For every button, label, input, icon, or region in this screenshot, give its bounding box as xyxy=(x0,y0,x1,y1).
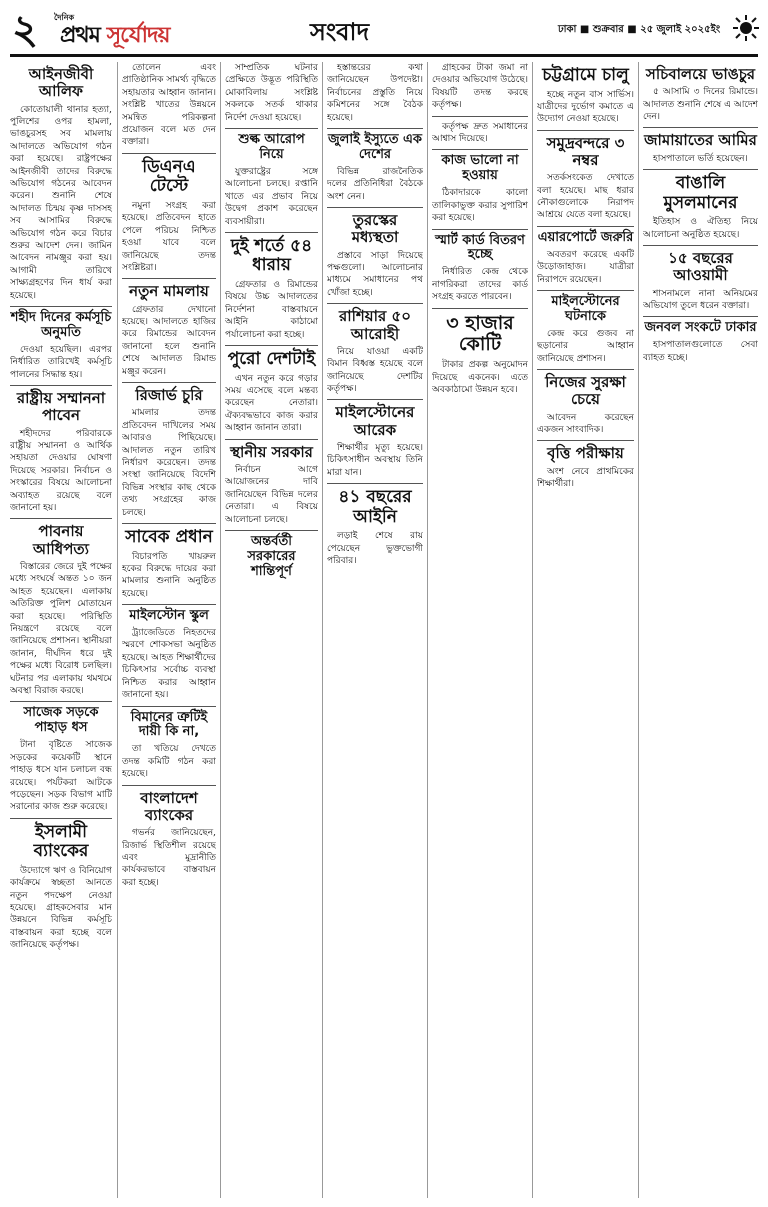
article-rule xyxy=(643,245,758,246)
column-divider xyxy=(220,62,221,1198)
headline: ইসলামী ব্যাংকের xyxy=(33,821,89,862)
column-7 xyxy=(643,62,758,1198)
article-body: ঠিকাদারকে কালো তালিকাভুক্ত করার সুপারিশ করা হয়েছে। xyxy=(432,188,528,224)
article-body: গ্রাহকের টাকা জমা না দেওয়ার অভিযোগ উঠেছে। বিষয়টি তদন্ত করছে কর্তৃপক্ষ। xyxy=(432,63,528,111)
column-divider xyxy=(322,62,323,1198)
logo-small-text: দৈনিক xyxy=(54,12,75,22)
headline: রাশিয়ার ৫০ আরোহী xyxy=(339,307,411,343)
column-6 xyxy=(537,62,634,1198)
article-body: হাসপাতালগুলোতে সেবা ব্যাহত হচ্ছে। xyxy=(643,340,758,363)
article-body: বিস্তারের জেরে দুই পক্ষের মধ্যে সংঘর্ষে অন্তত ১০ জন আহত হয়েছেন। এলাকায় অতিরিক্ত পুলিশ মোতায়েন করা হয়েছে। পরিস্থিতি নিয়ন্ত্রণে রয়েছে বলে জানিয়েছে প্রশাসন। স্থানীয়রা জানান, দীর্ঘদিন ধরে দুই পক্ষের মধ্যে বিরোধ চলছিল। ঘটনার পর এলাকায় থমথমে অবস্থা বিরাজ করছে। xyxy=(10,561,112,696)
article-rule xyxy=(643,169,758,170)
headline: সচিবালয়ে ভাঙচুর xyxy=(645,65,756,83)
headline: তুরস্কের মধ্যস্থতা xyxy=(351,211,399,247)
article-body: তা খতিয়ে দেখতে তদন্ত কমিটি গঠন করা হয়েছে। xyxy=(122,744,216,780)
article-rule xyxy=(10,818,112,819)
article-rule xyxy=(10,306,112,307)
article-body: বিচারপতি খায়রুল হকের বিরুদ্ধে দায়ের করা মামলার শুনানি অনুষ্ঠিত হয়েছে। xyxy=(122,551,216,599)
headline: চট্টগ্রামে চালু xyxy=(542,65,629,85)
headline: কাজ ভালো না হওয়ায় xyxy=(441,153,519,184)
headline: বৃত্তি পরীক্ষায় xyxy=(547,444,624,463)
article-rule xyxy=(537,440,634,441)
article-rule xyxy=(122,382,216,383)
article-rule xyxy=(10,518,112,519)
headline: ৩ হাজার কোটি xyxy=(446,311,514,356)
column-divider xyxy=(532,62,533,1198)
page-number: ২ xyxy=(12,6,39,53)
headline: নিজের সুরক্ষা চেয়ে xyxy=(545,373,626,409)
headline: জনবল সংকটে ঢাকার xyxy=(644,320,757,336)
headline: আইনজীবী আলিফ xyxy=(28,65,94,101)
headline: সমুদ্রবন্দরে ৩ নম্বর xyxy=(546,133,625,170)
article-rule xyxy=(643,127,758,128)
article-body: অংশ নেবে প্রাথমিকের শিক্ষার্থীরা। xyxy=(537,466,634,490)
headline: শুল্ক আরোপ নিয়ে xyxy=(238,132,305,162)
newspaper-logo xyxy=(54,12,204,48)
article-rule xyxy=(327,128,423,129)
article-body: গ্রেফতার ও রিমান্ডের বিষয়ে উচ্চ আদালতের নির্দেশনা বাস্তবায়নে আইনি কাঠামো পর্যালোচনা করা হচ্ছে। xyxy=(225,280,318,340)
article-rule xyxy=(122,153,216,154)
article-body: ট্র্যাজেডিতে নিহতদের স্মরণে শোকসভা অনুষ্ঠিত হয়েছে। আহত শিক্ষার্থীদের চিকিৎসার সর্বোচ্চ ব্যবস্থা নিশ্চিত করার আহ্বান জানানো হয়। xyxy=(122,628,216,701)
headline: বাংলাদেশ ব্যাংকের xyxy=(140,788,198,824)
article-rule xyxy=(225,232,318,233)
article-rule xyxy=(327,303,423,304)
article-rule xyxy=(643,316,758,317)
article-rule xyxy=(225,530,318,531)
headline: ৪১ বছরের আইনি xyxy=(338,487,412,527)
article-rule xyxy=(432,116,528,117)
article-rule xyxy=(122,785,216,786)
headline: রিজার্ভ চুরি xyxy=(135,386,203,405)
article-body: অবতরণ করেছে একটি উড়োজাহাজ। যাত্রীরা নিরাপদে রয়েছেন। xyxy=(537,249,634,285)
article-body: শহীদদের পরিবারকে রাষ্ট্রীয় সম্মাননা ও আর্থিক সহায়তা দেওয়ার ঘোষণা দিয়েছে সরকার। নির্বাচন ও সংস্কারের বিষয়ে আলোচনা অব্যাহত রয়েছে বলে জানানো হয়। xyxy=(10,428,112,514)
article-body: গভর্নর জানিয়েছেন, রিজার্ভ স্থিতিশীল রয়েছে এবং মুদ্রানীতি কার্যকরভাবে বাস্তবায়ন করা হচ্ছে। xyxy=(122,828,216,888)
article-body: কর্তৃপক্ষ দ্রুত সমাধানের আশ্বাস দিয়েছে। xyxy=(432,121,528,145)
article-rule xyxy=(225,439,318,440)
article-body: প্রস্তাবে সাড়া দিয়েছে পক্ষগুলো। আলোচনার মাধ্যমে সমাধানের পথ খোঁজা হচ্ছে। xyxy=(327,250,423,298)
article-body: সতর্কসংকেত দেখাতে বলা হয়েছে। মাছ ধরার নৌকাগুলোকে নিরাপদ আশ্রয়ে যেতে বলা হয়েছে। xyxy=(537,173,634,221)
masthead xyxy=(10,6,758,53)
article-rule xyxy=(537,369,634,370)
article-rule xyxy=(432,149,528,150)
headline: জামায়াতের আমির xyxy=(644,131,757,150)
article-body: টানা বৃষ্টিতে সাজেক সড়কের কয়েকটি স্থানে পাহাড় ধসে যান চলাচল বন্ধ রয়েছে। পর্যটকরা আটকে পড়েছেন। সড়ক বিভাগ মাটি সরানোর কাজ শুরু করেছে। xyxy=(10,740,112,813)
article-body: টাকার প্রকল্প অনুমোদন দিয়েছে একনেক। এতে অবকাঠামো উন্নয়ন হবে। xyxy=(432,360,528,396)
column-divider xyxy=(117,62,118,1198)
article-rule xyxy=(537,226,634,227)
article-rule xyxy=(432,229,528,230)
article-body: নিয়ে যাওয়া একটি বিমান বিধ্বস্ত হয়েছে বলে জানিয়েছে দেশটির কর্তৃপক্ষ। xyxy=(327,346,423,394)
logo-main-text: প্রথম সূর্যোদয় xyxy=(60,22,170,48)
column-2 xyxy=(122,62,216,1198)
article-body: ইতিহাস ও ঐতিহ্য নিয়ে আলোচনা অনুষ্ঠিত হয়েছে। xyxy=(643,217,758,240)
article-body: বিভিন্ন রাজনৈতিক দলের প্রতিনিধিরা বৈঠকে অংশ নেন। xyxy=(327,166,423,202)
headline: স্থানীয় সরকার xyxy=(230,442,313,461)
article-body: হস্তান্তরের কথা জানিয়েছেন উপদেষ্টা। নির্বাচনের প্রস্তুতি নিয়ে কমিশনের সঙ্গে বৈঠক হয়েছে। xyxy=(327,63,423,123)
article-rule xyxy=(537,130,634,131)
article-rule xyxy=(122,523,216,524)
article-body: কেন্দ্র করে গুজব না ছড়ানোর আহ্বান জানিয়েছে প্রশাসন। xyxy=(537,328,634,364)
headline: ডিএনএ টেস্টে xyxy=(142,156,196,197)
headline: দুই শর্তে ৫৪ ধারায় xyxy=(230,235,313,276)
article-body: লড়াই শেষে রায় পেয়েছেন ভুক্তভোগী পরিবার। xyxy=(327,531,423,566)
headline: রাষ্ট্রীয় সম্মাননা পাবেন xyxy=(16,389,106,425)
article-body: হচ্ছে নতুন বাস সার্ভিস। যাত্রীদের দুর্ভোগ কমাতে এ উদ্যোগ নেওয়া হয়েছে। xyxy=(537,89,634,125)
article-body: হাসপাতালে ভর্তি হয়েছেন। xyxy=(653,153,748,164)
article-rule xyxy=(10,385,112,386)
article-rule xyxy=(122,604,216,605)
article-rule xyxy=(432,308,528,309)
header-rule xyxy=(10,54,758,57)
article-rule xyxy=(122,706,216,707)
article-rule xyxy=(10,701,112,702)
article-body: যুক্তরাষ্ট্রের সঙ্গে আলোচনা চলছে। রপ্তানি খাতে এর প্রভাব নিয়ে উদ্বেগ প্রকাশ করেছেন ব্যবসায়ীরা। xyxy=(225,166,318,227)
article-body: মামলার তদন্ত প্রতিবেদন দাখিলের সময় আবারও পিছিয়েছে। আদালত নতুন তারিখ নির্ধারণ করেছেন। তদন্ত সংস্থা জানিয়েছে বিদেশি বিভিন্ন সংস্থার কাছ থেকে তথ্য সংগ্রহের কাজ চলছে। xyxy=(122,408,216,518)
headline: পাবনায় আধিপত্য xyxy=(33,522,89,558)
article-body: এখন নতুন করে গড়ার সময় এসেছে বলে মন্তব্য করেছেন নেতারা। ঐক্যবদ্ধভাবে কাজ করার আহ্বান জানান তারা। xyxy=(225,373,318,434)
article-rule xyxy=(225,345,318,346)
article-body: শাসনামলে নানা অনিয়মের অভিযোগ তুলে ধরেন বক্তারা। xyxy=(643,288,758,311)
headline: ১৫ বছরের আওয়ামী xyxy=(668,249,733,285)
column-divider xyxy=(427,62,428,1198)
article-rule xyxy=(225,128,318,129)
headline: শহীদ দিনের কর্মসূচি অনুমতি xyxy=(10,310,112,340)
article-rule xyxy=(327,399,423,400)
headline: বাঙালি মুসলমানের xyxy=(663,173,738,213)
headline: সাবেক প্রধান xyxy=(125,526,213,547)
headline: জুলাই ইস্যুতে এক দেশের xyxy=(328,132,422,162)
article-body: নির্ধারিত কেন্দ্র থেকে নাগরিকরা তাদের কার্ড সংগ্রহ করতে পারবেন। xyxy=(432,267,528,303)
article-body: তোলেন এবং প্রাতিষ্ঠানিক সামর্থ্য বৃদ্ধিতে সহায়তার আহ্বান জানান। সংশ্লিষ্ট খাতের উন্নয়নে সমন্বিত পরিকল্পনা প্রয়োজন বলে মত দেন বক্তারা। xyxy=(122,63,216,148)
article-body: ৫ আসামি ৩ দিনের রিমান্ডে। আদালত শুনানি শেষে এ আদেশ দেন। xyxy=(643,87,758,123)
sun-ornament-icon xyxy=(732,14,760,42)
article-rule xyxy=(327,207,423,208)
article-body: উদ্যোগে ঋণ ও বিনিয়োগ কার্যক্রমে স্বচ্ছতা আনতে নতুন পদক্ষেপ নেওয়া হয়েছে। গ্রাহকসেবার মান উন্নয়নে বিভিন্ন কর্মসূচি বাস্তবায়ন করা হচ্ছে বলে জানিয়েছে কর্তৃপক্ষ। xyxy=(10,865,112,951)
column-4 xyxy=(327,62,423,1198)
article-body: সাম্প্রতিক ঘটনার প্রেক্ষিতে উদ্ভূত পরিস্থিতি মোকাবিলায় সংশ্লিষ্ট সকলকে সতর্ক থাকার নির্দেশ দেওয়া হয়েছে। xyxy=(225,63,318,123)
headline: বিমানের ত্রুটিই দায়ী কি না, xyxy=(130,709,208,740)
article-body: শিক্ষার্থীর মৃত্যু হয়েছে। চিকিৎসাধীন অবস্থায় তিনি মারা যান। xyxy=(327,442,423,478)
section-title: সংবাদ xyxy=(310,17,370,46)
article-body: কোতোয়ালী থানার হত্যা, পুলিশের ওপর হামলা, ভাঙচুরসহ সব মামলায় আদালতে অভিযোগ গঠন করা হয়েছে। রাষ্ট্রপক্ষের আইনজীবী তাদের বিরুদ্ধে অভিযোগ গঠনের আবেদন করেন। শুনানি শেষে আদালত চিন্ময় কৃষ্ণ দাসসহ সব আসামির বিরুদ্ধে অভিযোগ গঠন করে বিচার শুরুর আদেশ দেন। জামিন আবেদন নামঞ্জুর করা হয়। আগামী তারিখে সাক্ষ্যগ্রহণের দিন ধার্য করা হয়েছে। xyxy=(10,104,112,301)
headline: সাজেক সড়কে পাহাড় ধস xyxy=(23,705,99,736)
headline: মাইলস্টোনের আরেক xyxy=(335,403,415,439)
column-divider xyxy=(638,62,639,1198)
article-rule xyxy=(327,483,423,484)
headline: অন্তর্বর্তী সরকারের শান্তিপূর্ণ xyxy=(247,533,296,579)
headline: স্মার্ট কার্ড বিতরণ হচ্ছে xyxy=(435,232,525,263)
article-body: নির্বাচন আগে আয়োজনের দাবি জানিয়েছেন বিভিন্ন দলের নেতারা। এ বিষয়ে আলোচনা চলছে। xyxy=(225,464,318,525)
article-rule xyxy=(537,290,634,291)
article-body: গ্রেফতার দেখানো হয়েছে। আদালতে হাজির করে রিমান্ডের আবেদন জানানো হলে শুনানি শেষে আদালত রিমান্ড মঞ্জুর করেন। xyxy=(122,304,216,377)
headline: মাইলস্টোন স্কুল xyxy=(129,608,209,624)
article-body: নমুনা সংগ্রহ করা হয়েছে। প্রতিবেদন হাতে পেলে পরিচয় নিশ্চিত হওয়া যাবে বলে জানিয়েছে তদন্ত সংশ্লিষ্টরা। xyxy=(122,200,216,273)
column-5 xyxy=(432,62,528,1198)
headline: এয়ারপোর্টে জরুরি xyxy=(537,229,634,245)
article-rule xyxy=(122,278,216,279)
article-body: আবেদন করেছেন একজন সাংবাদিক। xyxy=(537,412,634,436)
date-line: ঢাকা ■ শুক্রবার ■ ২৫ জুলাই ২০২৫ইং xyxy=(558,24,721,35)
headline: নতুন মামলায় xyxy=(129,282,209,301)
column-1 xyxy=(10,62,112,1198)
headline: মাইলস্টোনের ঘটনাকে xyxy=(551,294,620,324)
column-3 xyxy=(225,62,318,1198)
article-body: দেওয়া হয়েছিল। এরপর নির্ধারিত তারিখেই কর্মসূচি পালনের সিদ্ধান্ত হয়। xyxy=(10,344,112,380)
headline: পুরো দেশটাই xyxy=(227,349,316,370)
